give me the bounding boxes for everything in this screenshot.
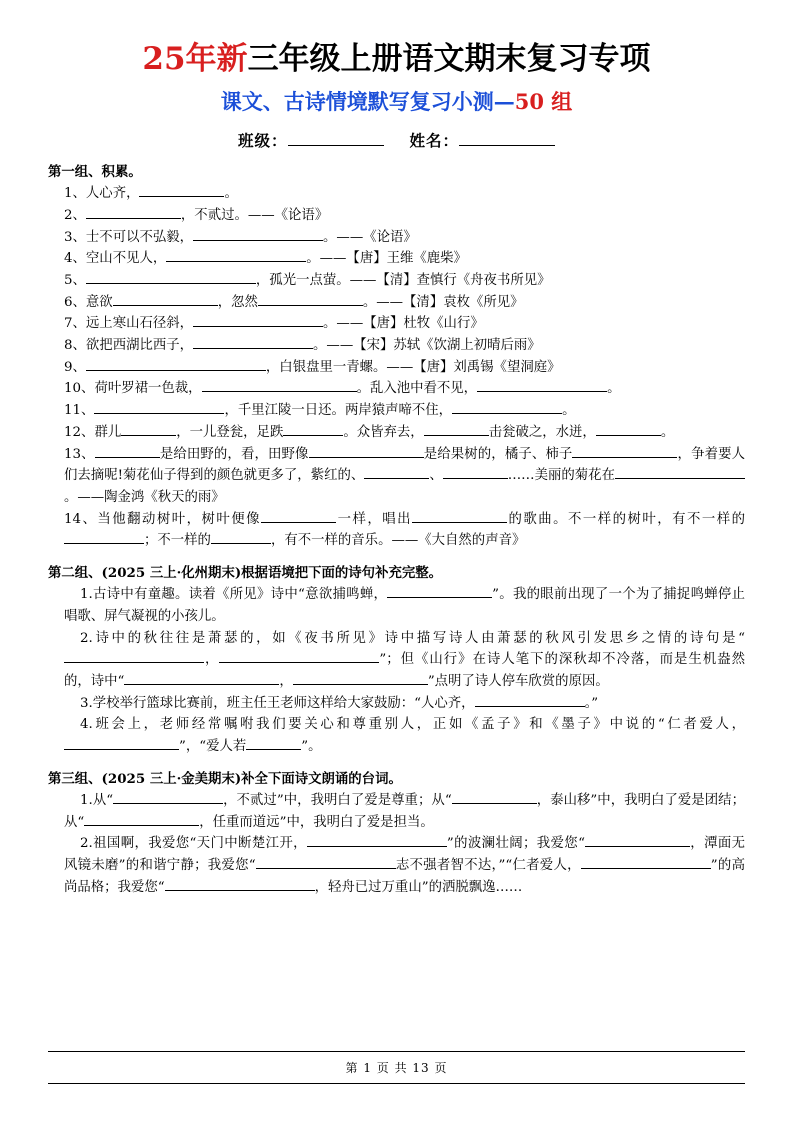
item-text: 、 [429,468,443,484]
answer-blank[interactable] [86,270,256,284]
group1-item-2 [48,205,745,227]
answer-blank[interactable] [246,736,301,750]
item-number: 1. [80,587,93,603]
item-text: 。——【唐】王维《鹿柴》 [306,251,467,267]
item-text: ，有不一样的音乐。——《大自然的声音》 [270,533,526,549]
answer-blank[interactable] [412,509,507,523]
group1-item-13 [48,444,745,509]
answer-blank[interactable] [124,671,279,685]
item-text: ”点明了诗人停车欣赏的原因。 [427,674,609,690]
group2-item-3 [48,693,745,715]
item-text: 。乱入池中看不见， [356,381,478,397]
group1-item-10 [48,378,745,400]
answer-blank[interactable] [364,466,429,480]
group3-item-2 [48,833,745,898]
answer-blank[interactable] [193,314,323,328]
group1-item-4 [48,248,745,270]
item-number: 1. [80,792,93,808]
group1-item-12 [48,422,745,444]
item-text: ，不贰过”中，我明白了爱是尊重；从“ [223,792,452,808]
item-number: 3. [80,695,93,711]
answer-blank[interactable] [113,790,223,804]
group2-item-2 [48,628,745,693]
answer-blank[interactable] [211,531,271,545]
answer-blank[interactable] [585,834,690,848]
answer-blank[interactable] [166,249,306,263]
item-text: ，孤光一点萤。——【清】查慎行《舟夜书所见》 [255,272,551,288]
item-number: 13、 [64,446,95,462]
group1-item-9 [48,357,745,379]
answer-blank[interactable] [581,855,711,869]
group1-item-5 [48,270,745,292]
answer-blank[interactable] [309,444,424,458]
item-text: 。 [562,403,576,419]
answer-blank[interactable] [307,834,447,848]
item-text: 空山不见人， [85,251,167,267]
item-text: ”。 [301,739,322,755]
answer-blank[interactable] [193,335,313,349]
item-number: 4. [80,717,93,733]
group1-item-3 [48,227,745,249]
item-number: 2、 [64,207,86,223]
item-text: 。——【宋】苏轼《饮湖上初晴后雨》 [313,338,541,354]
item-text: 的歌曲。不一样的树叶，有不一样的 [506,511,746,527]
answer-blank[interactable] [452,790,537,804]
item-text: 意欲 [85,294,113,310]
footer-divider-bottom [48,1083,745,1084]
answer-blank[interactable] [424,422,489,436]
page-footer: 第 1 页 共 13 页 [345,1061,448,1075]
answer-blank[interactable] [387,585,492,599]
item-text: 。——【唐】杜牧《山行》 [323,316,484,332]
answer-blank[interactable] [261,509,336,523]
answer-blank[interactable] [202,379,357,393]
item-text: ；不一样的 [144,533,211,549]
answer-blank[interactable] [452,400,562,414]
group1-item-7 [48,313,745,335]
item-text: ，泰山移”中，我明白了爱是团结；从“ [64,792,745,830]
item-number: 2. [80,836,93,852]
item-text: ，争着要人们去摘呢!菊花仙子得到的颜色就更多了，紫红的、 [64,446,746,484]
item-text: ，任重而道远”中，我明白了爱是担当。 [199,814,434,830]
item-text: ……美丽的菊花在 [507,468,615,484]
item-text: 诗中的秋往往是萧瑟的，如《夜书所见》诗中描写诗人由萧瑟的秋风引发思乡之情的诗句是“ [92,630,745,646]
item-text: 一样，唱出 [336,511,412,527]
answer-blank[interactable] [256,855,396,869]
group1-item-14 [48,509,745,552]
answer-blank[interactable] [84,812,199,826]
item-text: ， [279,674,293,690]
item-text: ”。我的眼前出现了一个为了捕捉鸣蝉停止唱歌、屏气凝视的小孩儿。 [64,587,745,624]
answer-blank[interactable] [95,444,160,458]
item-text: 人心齐， [85,186,140,202]
answer-blank[interactable] [139,183,224,197]
item-text: 。 [607,381,621,397]
answer-blank[interactable] [86,357,266,371]
item-text: 学校举行篮球比赛前，班主任王老师这样给大家鼓励：“人心齐， [92,695,475,711]
item-text: 班会上，老师经常嘱咐我们要关心和尊重别人，正如《孟子》和《墨子》中说的“仁者爱人， [92,717,745,733]
item-text: 是给田野的，看，田野像 [159,446,309,462]
item-number: 6、 [64,294,86,310]
item-number: 14、 [64,511,98,527]
group2-item-1 [48,584,745,627]
item-text: 。 [224,186,238,202]
answer-blank[interactable] [113,292,218,306]
answer-blank[interactable] [94,400,224,414]
item-text: 志不强者智不达，”“仁者爱人， [395,858,581,874]
answer-blank[interactable] [572,444,677,458]
item-text: 从“ [92,792,114,808]
answer-blank[interactable] [475,693,585,707]
item-number: 7、 [64,316,86,332]
item-text: 古诗中有童趣。读着《所见》诗中“意欲捕鸣蝉， [92,587,388,603]
item-number: 1、 [64,186,86,202]
item-number: 4、 [64,251,86,267]
group3-item-1 [48,790,745,833]
footer-divider-top [48,1051,745,1052]
item-text: ，潭面无风镜未磨”的和谐宁静；我爱您“ [64,836,745,874]
answer-blank[interactable] [443,466,508,480]
item-text: ”的高尚品格；我爱您“ [64,858,745,895]
student-info-line [48,129,745,151]
title-prefix: 25年新 [142,41,248,77]
item-text: ，一儿登瓮，足跌 [176,424,284,440]
item-text: 。——陶金鸿《秋天的雨》 [64,490,225,505]
answer-blank[interactable] [596,422,661,436]
class-label: 班级： [237,131,288,151]
group1-item-11 [48,400,745,422]
item-number: 3、 [64,229,86,245]
answer-blank[interactable] [615,466,745,480]
item-text: 。——【清】袁枚《所见》 [362,294,524,310]
item-text: ，轻舟已过万重山”的洒脱飘逸…… [314,879,523,895]
answer-blank[interactable] [293,671,428,685]
group1-item-8 [48,335,745,357]
item-text: 荷叶罗裙一色裁， [94,381,202,397]
class-blank[interactable] [288,145,384,146]
group1-heading: 第一组、积累。 [48,164,142,181]
item-text: 。 [660,424,675,440]
item-number: 10、 [64,381,95,397]
answer-blank[interactable] [477,379,607,393]
answer-blank[interactable] [165,877,315,891]
item-text: ”的波澜壮阔；我爱您“ [446,836,585,852]
group2-item-4 [48,714,745,757]
item-text: ，忽然 [217,294,258,310]
item-text: 是给果树的，橘子、柿子 [423,446,573,462]
subtitle-text: 课文、古诗情境默写复习小测— [220,88,515,114]
item-text: ，不贰过。——《论语》 [180,207,329,223]
item-text: 远上寒山石径斜， [85,316,194,332]
answer-blank[interactable] [64,650,204,664]
item-number: 11、 [64,403,95,419]
item-text: ”，“爱人若 [179,739,247,755]
name-blank[interactable] [459,145,555,146]
item-text: 士不可以不弘毅， [85,229,194,245]
item-number: 12、 [64,424,95,440]
item-text: 群儿 [94,424,122,440]
answer-blank[interactable] [86,205,181,219]
item-text: 祖国啊，我爱您“天门中断楚江开， [92,836,307,852]
page-title [48,40,745,79]
name-label: 姓名： [409,131,460,151]
item-text: 欲把西湖比西子， [85,338,194,354]
group3-heading: 第三组、(2025 三上·金美期末)补全下面诗文朗诵的台词。 [48,770,402,787]
group1-item-6 [48,292,745,314]
item-number: 5、 [64,272,86,288]
group1-item-1 [48,183,745,205]
item-number: 2. [80,630,93,646]
item-text: ，千里江陵一日还。两岸猿声啼不住， [224,403,453,419]
title-main-text: 三年级上册语文期末复习专项 [247,41,651,77]
group2-heading: 第二组、(2025 三上·化州期末)根据语境把下面的诗句补充完整。 [48,565,443,582]
item-text: 。众皆弃去， [343,424,424,440]
answer-blank[interactable] [219,650,379,664]
subtitle-count: 50 组 [514,88,573,114]
answer-blank[interactable] [121,422,176,436]
answer-blank[interactable] [64,736,179,750]
answer-blank[interactable] [283,422,343,436]
answer-blank[interactable] [64,531,144,545]
item-text: 击瓮破之，水迸， [488,424,596,440]
item-text: 。” [584,695,599,711]
item-number: 9、 [64,359,86,375]
page-subtitle [48,88,745,115]
answer-blank[interactable] [258,292,363,306]
answer-blank[interactable] [193,227,323,241]
item-text: 。——《论语》 [323,229,417,245]
item-text: ，白银盘里一青螺。——【唐】刘禹锡《望洞庭》 [265,359,561,375]
item-text: ”；但《山行》在诗人笔下的深秋却不冷落，而是生机盎然的，诗中“ [64,652,745,690]
item-text: 当他翻动树叶，树叶便像 [97,511,262,527]
item-text: ， [204,652,220,668]
item-number: 8、 [64,338,86,354]
